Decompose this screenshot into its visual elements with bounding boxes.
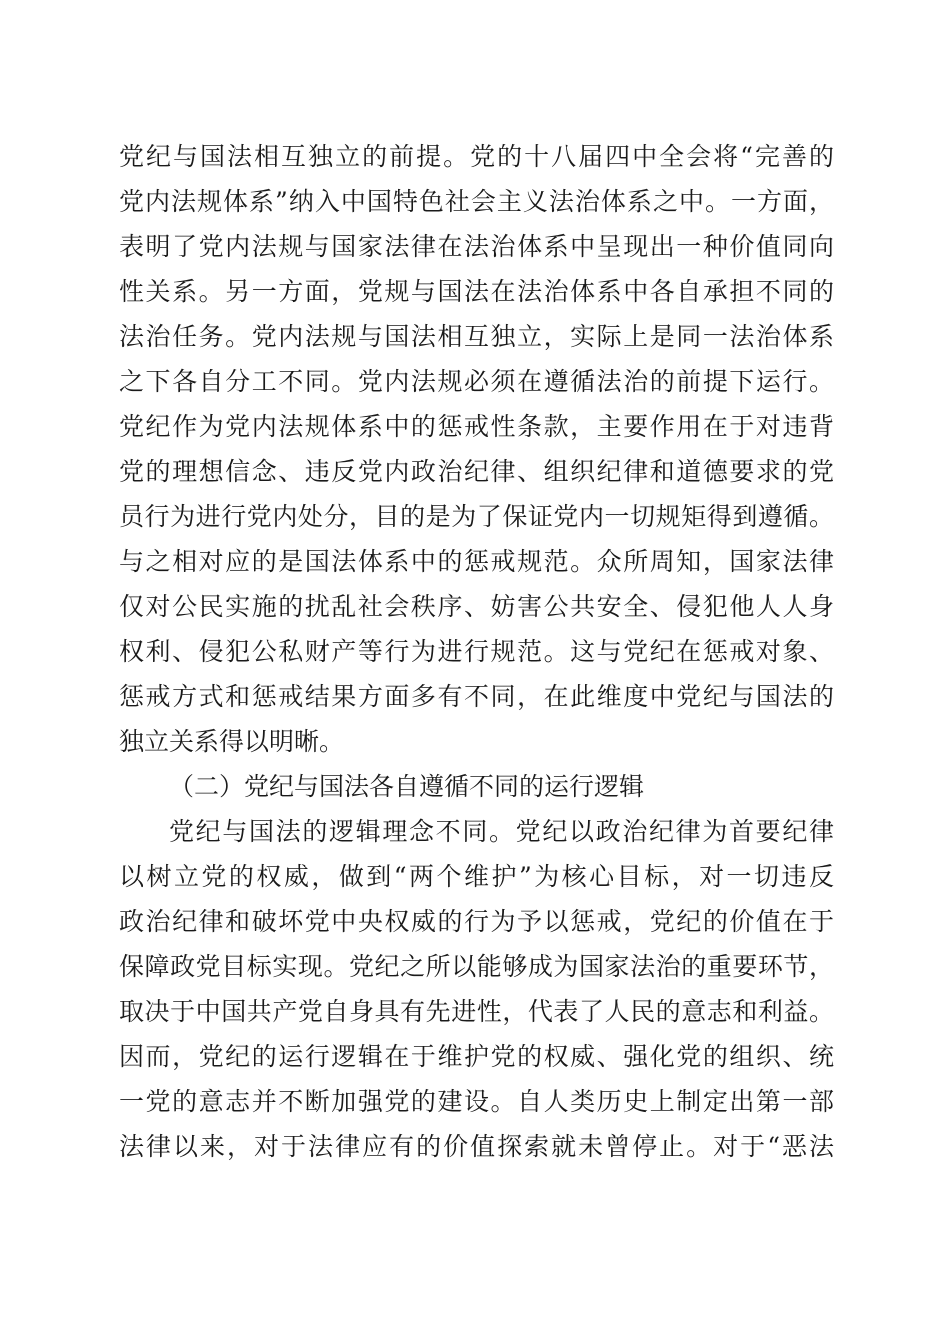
body-text-line: 权利、侵犯公私财产等行为进行规范。这与党纪在惩戒对象、: [119, 637, 834, 666]
body-text-line: 仅对公民实施的扰乱社会秩序、妨害公共安全、侵犯他人人身: [119, 592, 834, 621]
body-text-line: 法律以来，对于法律应有的价值探索就未曾停止。对于“恶法: [119, 1132, 834, 1161]
body-text-line: 因而，党纪的运行逻辑在于维护党的权威、强化党的组织、统: [119, 1042, 834, 1071]
section-heading: （二）党纪与国法各自遵循不同的运行逻辑: [169, 772, 645, 801]
body-text-line: 之下各自分工不同。党内法规必须在遵循法治的前提下运行。: [119, 367, 834, 396]
body-text-line: 党内法规体系”纳入中国特色社会主义法治体系之中。一方面，: [119, 187, 834, 216]
body-text-line: 惩戒方式和惩戒结果方面多有不同，在此维度中党纪与国法的: [119, 682, 834, 711]
body-text-line: 与之相对应的是国法体系中的惩戒规范。众所周知，国家法律: [119, 547, 834, 576]
body-text-line: 法治任务。党内法规与国法相互独立，实际上是同一法治体系: [119, 322, 834, 351]
body-text-line: 党纪与国法相互独立的前提。党的十八届四中全会将“完善的: [119, 142, 834, 171]
body-text-line: 党纪作为党内法规体系中的惩戒性条款，主要作用在于对违背: [119, 412, 834, 441]
body-text-line: 取决于中国共产党自身具有先进性，代表了人民的意志和利益。: [119, 997, 834, 1026]
body-text-line: 保障政党目标实现。党纪之所以能够成为国家法治的重要环节，: [119, 952, 834, 981]
paragraph-first-line: 党纪与国法的逻辑理念不同。党纪以政治纪律为首要纪律: [169, 817, 834, 846]
body-text-line: 党的理想信念、违反党内政治纪律、组织纪律和道德要求的党: [119, 457, 834, 486]
body-text-line: 性关系。另一方面，党规与国法在法治体系中各自承担不同的: [119, 277, 834, 306]
body-text-line: 一党的意志并不断加强党的建设。自人类历史上制定出第一部: [119, 1087, 834, 1116]
body-text-line: 独立关系得以明晰。: [119, 727, 345, 756]
body-text-line: 员行为进行党内处分，目的是为了保证党内一切规矩得到遵循。: [119, 502, 834, 531]
body-text-line: 表明了党内法规与国家法律在法治体系中呈现出一种价值同向: [119, 232, 834, 261]
body-text-line: 政治纪律和破坏党中央权威的行为予以惩戒，党纪的价值在于: [119, 907, 834, 936]
body-text-line: 以树立党的权威，做到“两个维护”为核心目标，对一切违反: [119, 862, 834, 891]
